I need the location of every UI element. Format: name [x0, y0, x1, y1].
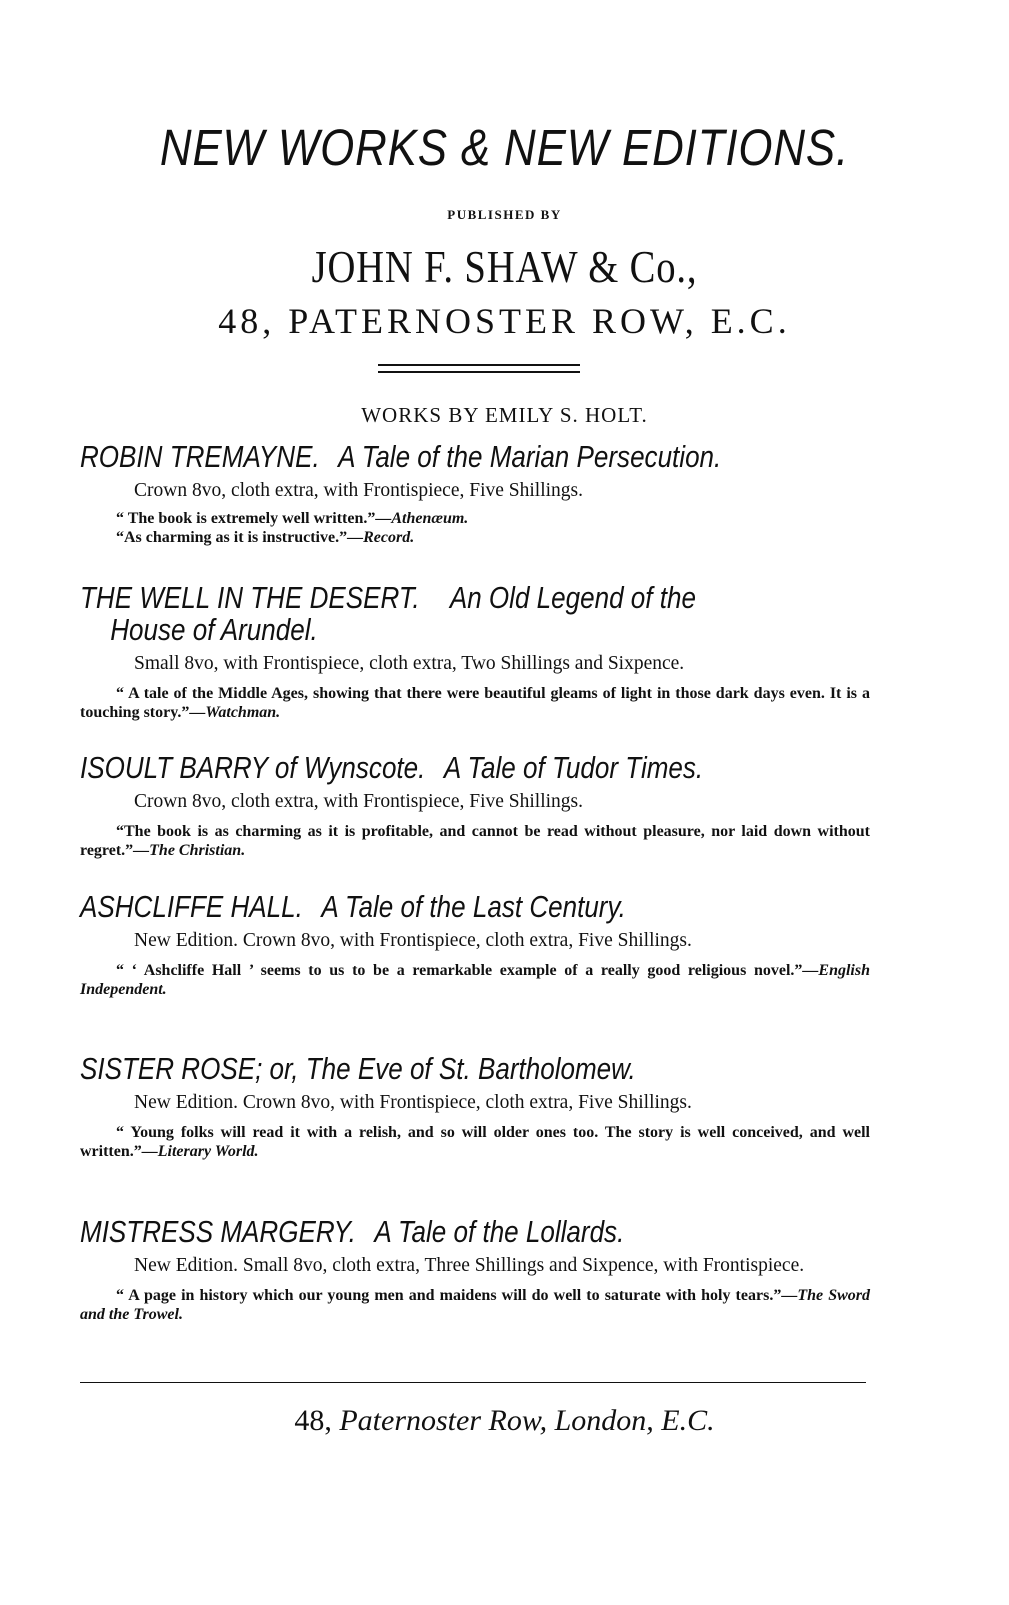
book-entry	[80, 1053, 870, 1161]
review-text: “The book is as charming as it is profitable, and cannot be read without pleasure, nor laid down without regret.”	[80, 823, 870, 859]
bottom-rule-divider	[80, 1382, 866, 1383]
review-source: —English Independent.	[80, 962, 870, 998]
review-text: “As charming as it is instructive.”	[116, 529, 348, 546]
publisher-address: 48, PATERNOSTER ROW, E.C.	[218, 301, 791, 341]
book-subtitle: A Tale of Tudor Times.	[443, 750, 704, 785]
review-text: “ Young folks will read it with a relish, and so will older ones too. The story is well conceived, and well written.”	[80, 1124, 870, 1160]
page-headline: NEW WORKS & NEW EDITIONS.	[159, 119, 850, 176]
book-review	[80, 961, 870, 999]
published-by-label: PUBLISHED BY	[447, 207, 562, 222]
book-title: ASHCLIFFE HALL.	[80, 889, 303, 924]
footer-street: Paternoster Row,	[339, 1404, 548, 1437]
double-rule-divider	[378, 364, 580, 373]
book-subtitle: A Tale of the Last Century.	[321, 889, 626, 924]
review-source: —Record.	[347, 529, 415, 546]
footer-number: 48,	[294, 1404, 332, 1437]
review-source: —Athenæum.	[375, 510, 469, 527]
book-review	[80, 684, 870, 722]
book-title-line	[80, 752, 744, 784]
book-title: ISOULT BARRY of Wynscote.	[80, 750, 426, 785]
book-review	[80, 822, 870, 860]
footer-address	[0, 1404, 1009, 1438]
book-title-line	[80, 891, 744, 923]
book-entry	[80, 582, 870, 722]
review-text: “ A tale of the Middle Ages, showing that there were beautiful gleams of light in those dark days even. It is a touching story.”	[80, 685, 870, 721]
book-title-line	[80, 1053, 744, 1085]
book-entry	[80, 752, 870, 860]
book-entry	[80, 441, 870, 547]
book-title: SISTER ROSE; or, The Eve of St. Bartholomew.	[80, 1051, 636, 1086]
book-title-line	[80, 582, 744, 614]
publisher-name: JOHN F. SHAW & Co.,	[311, 241, 698, 292]
book-review	[80, 1286, 870, 1324]
review-source: —Literary World.	[141, 1143, 259, 1160]
book-title: MISTRESS MARGERY.	[80, 1214, 356, 1249]
book-review	[116, 528, 870, 547]
review-source: —The Sword and the Trowel.	[80, 1287, 870, 1323]
review-text: “ The book is extremely well written.”	[116, 510, 376, 527]
review-text: “ A page in history which our young men and maidens will do well to saturate with holy tears.”	[116, 1287, 782, 1304]
book-title-line	[80, 1216, 744, 1248]
book-entry	[80, 1216, 870, 1324]
book-description: Crown 8vo, cloth extra, with Frontispiece, Five Shillings.	[134, 480, 584, 501]
book-subtitle: A Tale of the Marian Persecution.	[338, 439, 722, 474]
book-review	[116, 509, 870, 528]
book-entry	[80, 891, 870, 999]
footer-district: E.C.	[661, 1404, 715, 1437]
book-description: New Edition. Crown 8vo, with Frontispiece, cloth extra, Five Shillings.	[134, 1092, 692, 1113]
book-title-continuation: House of Arundel.	[110, 612, 318, 647]
review-text: “ ‘ Ashcliffe Hall ’ seems to us to be a remarkable example of a really good religious novel.”	[116, 962, 803, 979]
footer-city: London,	[554, 1404, 654, 1437]
book-review	[80, 1123, 870, 1161]
book-subtitle: An Old Legend of the	[449, 580, 696, 615]
book-description: New Edition. Crown 8vo, with Frontispiece, cloth extra, Five Shillings.	[134, 930, 692, 951]
review-source: —The Christian.	[133, 842, 246, 859]
book-description: Crown 8vo, cloth extra, with Frontispiece, Five Shillings.	[134, 791, 584, 812]
book-title: THE WELL IN THE DESERT.	[80, 580, 420, 615]
book-title: ROBIN TREMAYNE.	[80, 439, 320, 474]
book-description: New Edition. Small 8vo, cloth extra, Three Shillings and Sixpence, with Frontispiece.	[134, 1255, 805, 1276]
review-source: —Watchman.	[189, 704, 281, 721]
book-description: Small 8vo, with Frontispiece, cloth extra, Two Shillings and Sixpence.	[134, 653, 685, 674]
book-title-line	[80, 441, 744, 473]
section-heading: WORKS BY EMILY S. HOLT.	[361, 403, 648, 427]
book-subtitle: A Tale of the Lollards.	[374, 1214, 625, 1249]
